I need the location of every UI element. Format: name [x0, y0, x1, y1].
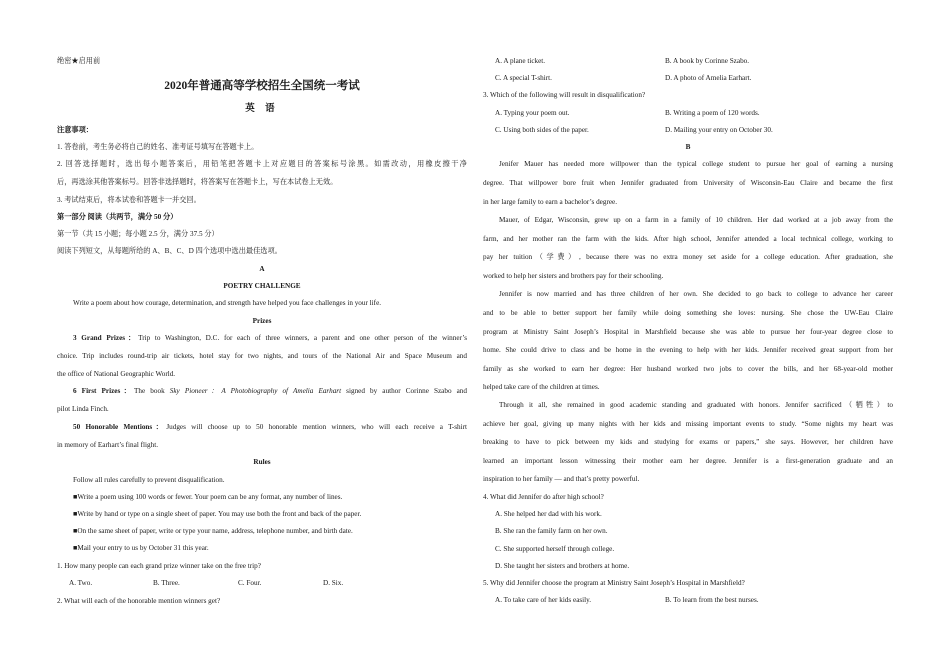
paragraph-line: pay her tuition（学费）, because there was no extra money set aside for a college education. After graduation, she: [483, 253, 893, 261]
paragraph-line: and to be able to better support her family while doing something she loves: nursing. She chose the UW-Eau Claire: [483, 309, 893, 317]
honorable-line: in memory of Earhart’s final flight.: [57, 441, 158, 449]
q4-option-a: A. She helped her dad with his work.: [495, 510, 602, 518]
paragraph-line: helped take care of the children at times.: [483, 383, 600, 391]
q5-option-b: B. To learn from the best nurses.: [665, 596, 759, 604]
passage-b-label: B: [685, 143, 691, 151]
book-title: Sky Pioneer：A Photobiography of Amelia Earhart: [169, 387, 342, 395]
paragraph-line: inspiration to her family — and that’s pretty powerful.: [483, 475, 640, 483]
honorable-label: 50 Honorable Mentions：: [73, 423, 167, 431]
paragraph-line: in her large family to earn a bachelor’s degree.: [483, 198, 618, 206]
note-line: 1. 答卷前，考生务必将自己的姓名、准考证号填写在答题卡上。: [57, 143, 259, 151]
paragraph-line: achieve her goal, giving up many nights with her kids and missing important events to study. “Some nights my heart was: [483, 420, 893, 428]
part1-heading: 第一部分 阅读（共两节，满分 50 分）: [57, 213, 178, 221]
question-4: 4. What did Jennifer do after high school?: [483, 493, 604, 501]
q2-option-d: D. A photo of Amelia Earhart.: [665, 74, 752, 82]
note-line: 2. 回答选择题时，选出每小题答案后，用铅笔把答题卡上对应题目的答案标号涂黑。如需改动，用橡皮擦干净: [57, 160, 467, 168]
q1-option-a: A. Two.: [69, 579, 93, 587]
rules-intro: Follow all rules carefully to prevent disqualification.: [73, 476, 225, 484]
intro-text: Write a poem about how courage, determination, and strength have helped you face challenges in your life.: [73, 299, 382, 307]
paragraph-line: Jennifer is now married and has three children of her own. She decided to go back to college to advance her career: [499, 290, 893, 298]
q5-option-a: A. To take care of her kids easily.: [495, 596, 592, 604]
rule-item: ■Mail your entry to us by October 31 this year.: [73, 544, 209, 552]
prizes-heading: Prizes: [252, 317, 272, 325]
paragraph-line: degree. That willpower bore fruit when Jennifer graduated from University of Wisconsin-Eau Claire and became the first: [483, 179, 893, 187]
passage-a-title: POETRY CHALLENGE: [223, 282, 301, 290]
q3-option-d: D. Mailing your entry on October 30.: [665, 126, 773, 134]
paragraph-line: home. She could drive to class and be home in the evening to help with her kids. Jennifer received great support from her: [483, 346, 893, 354]
section1-heading: 第一节（共 15 小题；每小题 2.5 分，满分 37.5 分）: [57, 230, 219, 238]
notes-heading: 注意事项：: [57, 126, 93, 134]
confidential-label: 绝密★启用前: [57, 57, 101, 65]
q4-option-c: C. She supported herself through college.: [495, 545, 615, 553]
grand-prize-line: 3 Grand Prizes：Trip to Washington, D.C. for each of three winners, a parent and one other person of the winner’s: [73, 334, 468, 342]
paragraph-line: Jenifer Mauer has needed more willpower than the typical college student to pursue her goal of earning a nursing: [499, 160, 893, 168]
q3-option-c: C. Using both sides of the paper.: [495, 126, 589, 134]
question-3: 3. Which of the following will result in disqualification?: [483, 91, 646, 99]
q2-option-c: C. A special T-shirt.: [495, 74, 552, 82]
rule-item: ■Write by hand or type on a single sheet of paper. You may use both the front and back of the paper.: [73, 510, 362, 518]
honorable-line: 50 Honorable Mentions：Judges will choose up to 50 honorable mention winners, who will each receive a T-shirt: [73, 423, 467, 431]
note-line: 3. 考试结束后，将本试卷和答题卡一并交回。: [57, 196, 201, 204]
note-line: 后，再选涂其他答案标号。回答非选择题时，将答案写在答题卡上，写在本试卷上无效。: [57, 178, 338, 186]
grand-prize-label: 3 Grand Prizes：: [73, 334, 139, 342]
q2-option-a: A. A plane ticket.: [495, 57, 546, 65]
first-prize-label: 6 First Prizes：: [73, 387, 135, 395]
q4-option-d: D. She taught her sisters and brothers at home.: [495, 562, 630, 570]
rules-heading: Rules: [253, 458, 271, 466]
q1-option-c: C. Four.: [238, 579, 262, 587]
paragraph-line: farm, and her mother ran the farm with the kids. After high school, Jennifer attended a local technical college, working to: [483, 235, 893, 243]
paragraph-line: family as she worked to earn her degree: Her husband worked two jobs to cover the bills, and her 68-year-old mother: [483, 365, 893, 373]
q4-option-b: B. She ran the family farm on her own.: [495, 527, 608, 535]
subject-title: 英 语: [245, 104, 279, 114]
paragraph-line: breaking to have to pick between my kids and studying for exams or papers,” she says. However, her children have: [483, 438, 893, 446]
question-1: 1. How many people can each grand prize winner take on the free trip?: [57, 562, 261, 570]
grand-prize-line: choice. Trip includes round-trip air tickets, hotel stay for two nights, and tours of the National Air and Space Museum and: [57, 352, 467, 360]
q3-option-b: B. Writing a poem of 120 words.: [665, 109, 760, 117]
paragraph-line: program at Ministry Saint Joseph’s Hospital in Marshfield because she was able to pursue her four-year degree close to: [483, 328, 893, 336]
rule-item: ■Write a poem using 100 words or fewer. Your poem can be any format, any number of lines.: [73, 493, 343, 501]
paragraph-line: Mauer, of Edgar, Wisconsin, grew up on a farm in a family of 10 children. Her dad worked at a job away from the: [499, 216, 893, 224]
first-prize-line: pilot Linda Finch.: [57, 405, 109, 413]
paragraph-line: worked to help her sisters and brothers pay for their schooling.: [483, 272, 664, 280]
instruction: 阅读下列短文，从每题所给的 A、B、C、D 四个选项中选出最佳选项。: [57, 247, 282, 255]
grand-prize-line: the office of National Geographic World.: [57, 370, 176, 378]
question-5: 5. Why did Jennifer choose the program at Ministry Saint Joseph’s Hospital in Marshfield?: [483, 579, 745, 587]
q2-option-b: B. A book by Corinne Szabo.: [665, 57, 750, 65]
paragraph-line: learned an important lesson witnessing their mother earn her degree. Jennifer is a first-generation graduate and an: [483, 457, 893, 465]
q3-option-a: A. Typing your poem out.: [495, 109, 570, 117]
q1-option-d: D. Six.: [323, 579, 344, 587]
q1-option-b: B. Three.: [153, 579, 180, 587]
first-prize-line: 6 First Prizes：The book Sky Pioneer：A Photobiography of Amelia Earhart signed by author Corinne Szabo and: [73, 387, 467, 395]
paragraph-line: Through it all, she remained in good academic standing and graduated with honors. Jennifer sacrificed（牺牲）to: [499, 401, 893, 409]
rule-item: ■On the same sheet of paper, write or type your name, address, telephone number, and birth date.: [73, 527, 353, 535]
question-2: 2. What will each of the honorable mention winners get?: [57, 597, 221, 605]
passage-a-label: A: [259, 265, 265, 273]
exam-title: 2020年普通高等学校招生全国统一考试: [164, 80, 360, 92]
